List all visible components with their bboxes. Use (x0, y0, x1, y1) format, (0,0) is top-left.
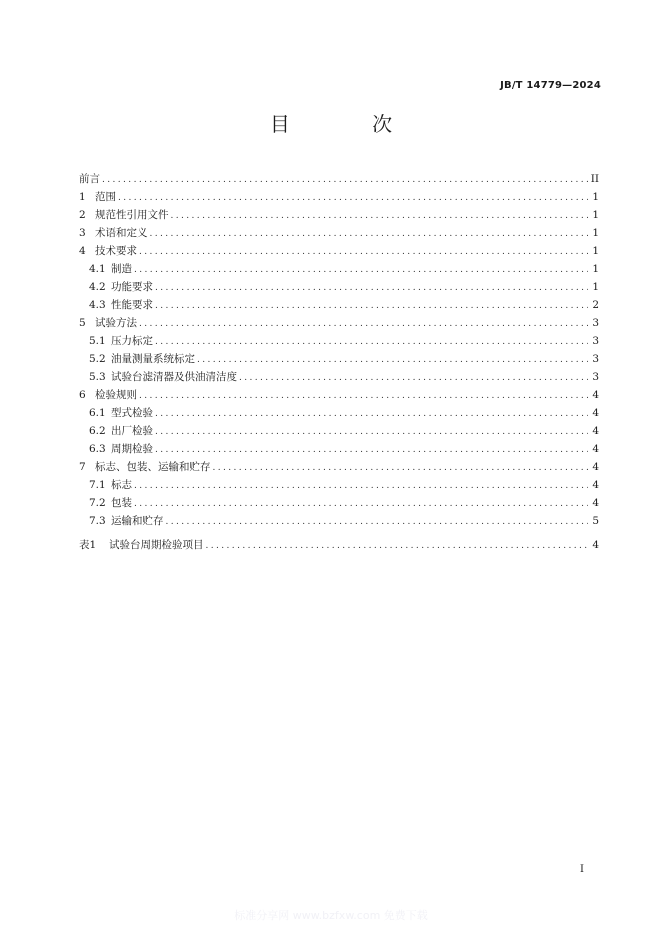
toc-entry-label: 试验台周期检验项目 (109, 539, 204, 551)
toc-entry[interactable] (79, 278, 599, 296)
toc-leader-dots (134, 495, 588, 513)
toc-entry-number: 6.1 (89, 407, 106, 419)
toc-entry[interactable] (79, 458, 599, 476)
toc-leader-dots (166, 513, 589, 531)
toc-entry[interactable] (79, 188, 599, 206)
toc-entry-label: 制造 (111, 263, 132, 275)
table-of-contents (79, 170, 599, 554)
toc-entry-page: 1 (592, 209, 599, 221)
toc-entry-number: 1 (79, 191, 86, 203)
toc-entry-label: 规范性引用文件 (95, 209, 169, 221)
toc-leader-dots (155, 297, 588, 315)
toc-leader-dots (155, 423, 588, 441)
toc-entry-number: 2 (79, 209, 86, 221)
toc-entry-page: 3 (592, 335, 599, 347)
toc-entry-label: 压力标定 (111, 335, 153, 347)
toc-leader-dots (155, 333, 588, 351)
toc-entry-page: 4 (592, 407, 599, 419)
toc-entry-page: 1 (592, 191, 599, 203)
toc-leader-dots (155, 405, 588, 423)
toc-leader-dots (139, 243, 588, 261)
toc-entry-label: 前言 (79, 173, 100, 185)
toc-entry[interactable] (79, 296, 599, 314)
toc-entry-number: 6.3 (89, 443, 106, 455)
toc-entry-label: 术语和定义 (95, 227, 148, 239)
toc-entry-label: 试验方法 (95, 317, 137, 329)
toc-entry-page: 5 (592, 515, 599, 527)
toc-entry-number: 4.2 (89, 281, 106, 293)
toc-entry-page: 3 (592, 353, 599, 365)
toc-entry-label: 技术要求 (95, 245, 137, 257)
toc-entry[interactable] (79, 422, 599, 440)
toc-leader-dots (150, 225, 589, 243)
toc-entry-label: 型式检验 (111, 407, 153, 419)
toc-entry[interactable] (79, 386, 599, 404)
toc-entry-number: 5.1 (89, 335, 106, 347)
toc-entry-label: 标志、包装、运输和贮存 (95, 461, 211, 473)
toc-entry-page: 3 (592, 371, 599, 383)
toc-leader-dots (197, 351, 588, 369)
toc-entry[interactable] (79, 206, 599, 224)
toc-entry-page: 4 (592, 539, 599, 551)
toc-entry-page: 1 (592, 281, 599, 293)
toc-entry-number: 5.2 (89, 353, 106, 365)
toc-entry-label: 性能要求 (111, 299, 153, 311)
toc-entry[interactable] (79, 242, 599, 260)
toc-entry[interactable] (79, 368, 599, 386)
toc-leader-dots (118, 189, 588, 207)
toc-entry-number: 7.3 (89, 515, 106, 527)
toc-leader-dots (102, 171, 588, 189)
toc-entry[interactable] (79, 170, 599, 188)
toc-entry-label: 范围 (95, 191, 116, 203)
toc-entry-page: 4 (592, 425, 599, 437)
toc-entry-number: 表1 (79, 539, 97, 551)
toc-entry-label: 运输和贮存 (111, 515, 164, 527)
toc-entry-number: 7.1 (89, 479, 106, 491)
document-code: JB/T 14779—2024 (500, 80, 601, 91)
toc-leader-dots (171, 207, 589, 225)
toc-entry-number: 7.2 (89, 497, 106, 509)
toc-leader-dots (206, 537, 589, 555)
toc-leader-dots (239, 369, 588, 387)
toc-entry-label: 功能要求 (111, 281, 153, 293)
toc-entry-number: 5.3 (89, 371, 106, 383)
toc-entry-page: 4 (592, 461, 599, 473)
toc-entry-page: 4 (592, 443, 599, 455)
toc-entry-number: 4.3 (89, 299, 106, 311)
toc-entry-number: 7 (79, 461, 86, 473)
toc-entry-page: 4 (592, 389, 599, 401)
toc-leader-dots (139, 315, 588, 333)
toc-leader-dots (134, 477, 588, 495)
toc-entry-page: 2 (592, 299, 599, 311)
toc-entry[interactable] (79, 512, 599, 530)
toc-entry-page: 1 (592, 227, 599, 239)
toc-entry-page: 4 (592, 479, 599, 491)
toc-entry[interactable] (79, 332, 599, 350)
toc-entry-number: 5 (79, 317, 86, 329)
toc-leader-dots (155, 441, 588, 459)
toc-entry-number: 4.1 (89, 263, 106, 275)
toc-entry-page: 3 (592, 317, 599, 329)
toc-leader-dots (155, 279, 588, 297)
toc-leader-dots (213, 459, 589, 477)
page-title: 目 次 (269, 112, 431, 136)
toc-entry[interactable] (79, 314, 599, 332)
toc-entry[interactable] (79, 404, 599, 422)
toc-entry-page: II (590, 173, 599, 185)
toc-leader-dots (139, 387, 588, 405)
toc-entry-label: 出厂检验 (111, 425, 153, 437)
toc-entry-number: 3 (79, 227, 86, 239)
toc-entry-label: 检验规则 (95, 389, 137, 401)
toc-entry[interactable] (79, 536, 599, 554)
toc-entry[interactable] (79, 350, 599, 368)
toc-entry-label: 标志 (111, 479, 132, 491)
watermark: 标准分享网 www.bzfxw.com 免费下载 (234, 909, 428, 922)
toc-entry-page: 4 (592, 497, 599, 509)
toc-entry-number: 4 (79, 245, 86, 257)
toc-entry-number: 6 (79, 389, 86, 401)
page-number: I (580, 864, 584, 875)
toc-leader-dots (134, 261, 588, 279)
toc-entry[interactable] (79, 476, 599, 494)
toc-entry-page: 1 (592, 245, 599, 257)
toc-entry-number: 6.2 (89, 425, 106, 437)
toc-entry-label: 试验台滤清器及供油清洁度 (111, 371, 237, 383)
toc-entry-label: 周期检验 (111, 443, 153, 455)
toc-entry-label: 油量测量系统标定 (111, 353, 195, 365)
toc-entry[interactable] (79, 440, 599, 458)
toc-entry-label: 包装 (111, 497, 132, 509)
toc-entry-page: 1 (592, 263, 599, 275)
toc-entry[interactable] (79, 224, 599, 242)
toc-entry[interactable] (79, 260, 599, 278)
toc-entry[interactable] (79, 494, 599, 512)
